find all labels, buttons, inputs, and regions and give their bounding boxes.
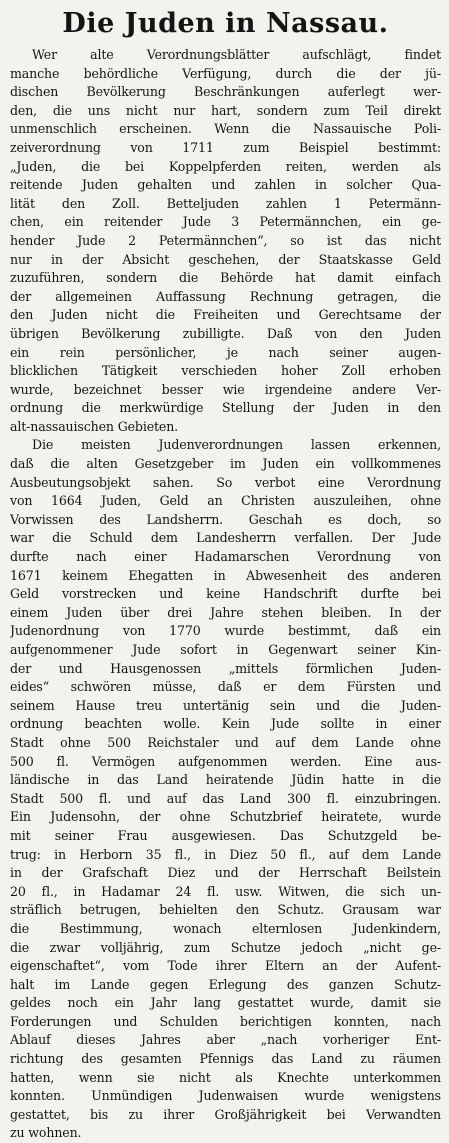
text-line: die Bestimmung, wonach elternlosen Judenkindern, [10,920,441,936]
text-line: den Juden nicht die Freiheiten und Gerechtsame der [10,307,441,323]
article-body [10,46,441,1143]
text-line: eigenschaftet“, vom Tode ihrer Eltern an der Aufent- [10,958,441,974]
text-line: von 1664 Juden, Geld an Christen auszuleihen, ohne [10,493,441,509]
text-line: alt-nassauischen Gebieten. [10,418,179,434]
text-line: zeiverordnung von 1711 zum Beispiel bestimmt: [10,139,441,155]
text-line: Judenordnung von 1770 wurde bestimmt, daß ein [10,623,441,639]
text-line: chen, ein reitender Jude 3 Petermännchen, ein ge- [10,214,441,230]
text-line: Stadt ohne 500 Reichstaler und auf dem Lande ohne [10,734,441,750]
text-line: 20 fl., in Hadamar 24 fl. usw. Witwen, die sich un- [10,883,441,899]
text-line: gestattet, bis zu ihrer Großjährigkeit bei Verwandten [10,1106,441,1122]
text-line: in der Grafschaft Diez und der Herrschaft Beilstein [10,865,441,881]
text-line: Ablauf dieses Jahres aber „nach vorheriger Ent- [10,1032,441,1048]
text-line: Geld vorstrecken und keine Handschrift durfte bei [10,586,441,602]
text-line: aufgenommener Jude sofort in Gegenwart seiner Kin- [10,642,441,657]
text-line: war die Schuld dem Landesherrn verfallen. Der Jude [10,530,441,546]
article-headline: Die Juden in Nassau. [62,8,389,39]
text-line: einem Juden über drei Jahre stehen bleiben. In der [10,604,441,620]
text-line: übrigen Bevölkerung zubilligte. Daß von den Juden [10,325,441,341]
text-line: 1671 keinem Ehegatten in Abwesenheit des anderen [10,567,441,583]
text-line: Ein Judensohn, der ohne Schutzbrief heiratete, wurde [10,809,441,825]
text-line: ordnung die merkwürdige Stellung der Juden in den [10,400,441,416]
text-line: mit seiner Frau ausgewiesen. Das Schutzgeld be- [10,827,441,843]
text-line: durfte nach einer Hadamarschen Verordnung von [10,549,441,565]
text-line: trug: in Herborn 35 fl., in Diez 50 fl., auf dem Lande [10,846,441,862]
text-line: unmenschlich erscheinen. Wenn die Nassauische Poli- [10,121,441,137]
text-line: geldes noch ein Jahr lang gestattet wurde, damit sie [10,995,441,1011]
text-line: blicklichen Tätigkeit verschieden hoher Zoll erhoben [10,363,441,379]
article-paragraph [10,46,441,436]
text-line: wurde, bezeichnet besser wie irgendeine andere Ver- [10,381,441,397]
text-line: hender Jude 2 Petermännchen“, so ist das nicht [10,232,441,248]
text-line: „Juden, die bei Koppelpferden reiten, werden als [10,158,441,174]
text-line: Ausbeutungsobjekt sahen. So verbot eine Verordnung [10,474,441,490]
text-line: zu wohnen. [10,1125,82,1141]
text-line: Die meisten Judenverordnungen lassen erkennen, [32,437,441,453]
text-line: manche behördliche Verfügung, durch die der jü- [10,65,441,81]
text-line: ländische in das Land heiratende Jüdin hatte in die [10,772,441,788]
text-line: 500 fl. Vermögen aufgenommen werden. Eine aus- [10,753,441,769]
text-line: der allgemeinen Auffassung Rechnung getragen, die [10,288,441,304]
text-line: richtung des gesamten Pfennigs das Land zu räumen [10,1051,441,1067]
text-line: seinem Hause treu untertänig sein und die Juden- [10,697,441,713]
text-line: Forderungen und Schulden berichtigen konnten, nach [10,1013,441,1029]
text-line: die zwar volljährig, zum Schutze jedoch „nicht ge- [10,939,441,955]
article-paragraph [10,436,441,1143]
text-line: hatten, wenn sie nicht als Knechte unterkommen [10,1069,441,1085]
text-line: nur in der Absicht geschehen, der Staatskasse Geld [10,251,441,267]
text-line: eides“ schwören müsse, daß er dem Fürsten und [10,679,441,695]
text-line: sträflich betrugen, behielten den Schutz. Grausam war [10,902,441,918]
text-line: Stadt 500 fl. und auf das Land 300 fl. einzubringen. [10,790,441,806]
text-line: dischen Bevölkerung Beschränkungen auferlegt wer- [10,84,441,100]
text-line: ordnung beachten wolle. Kein Jude sollte in einer [10,716,441,732]
text-line: lität den Zoll. Betteljuden zahlen 1 Petermänn- [10,195,441,211]
text-line: der und Hausgenossen „mittels förmlichen Juden- [10,660,441,676]
text-line: zuzuführen, sondern die Behörde hat damit einfach [10,270,441,286]
text-line: konnten. Unmündigen Judenwaisen wurde wenigstens [10,1088,441,1104]
text-line: reitende Juden gehalten und zahlen in solcher Qua- [10,177,441,193]
text-line: Vorwissen des Landsherrn. Geschah es doch, so [10,511,441,527]
text-line: daß die alten Gesetzgeber im Juden ein vollkommenes [10,456,441,472]
text-line: den, die uns nicht nur hart, sondern zum Teil direkt [10,102,441,118]
text-line: halt im Lande gegen Erlegung des ganzen Schutz- [10,976,441,992]
text-line: Wer alte Verordnungsblätter aufschlägt, findet [32,47,441,62]
text-line: ein rein persönlicher, je nach seiner augen- [10,344,441,360]
